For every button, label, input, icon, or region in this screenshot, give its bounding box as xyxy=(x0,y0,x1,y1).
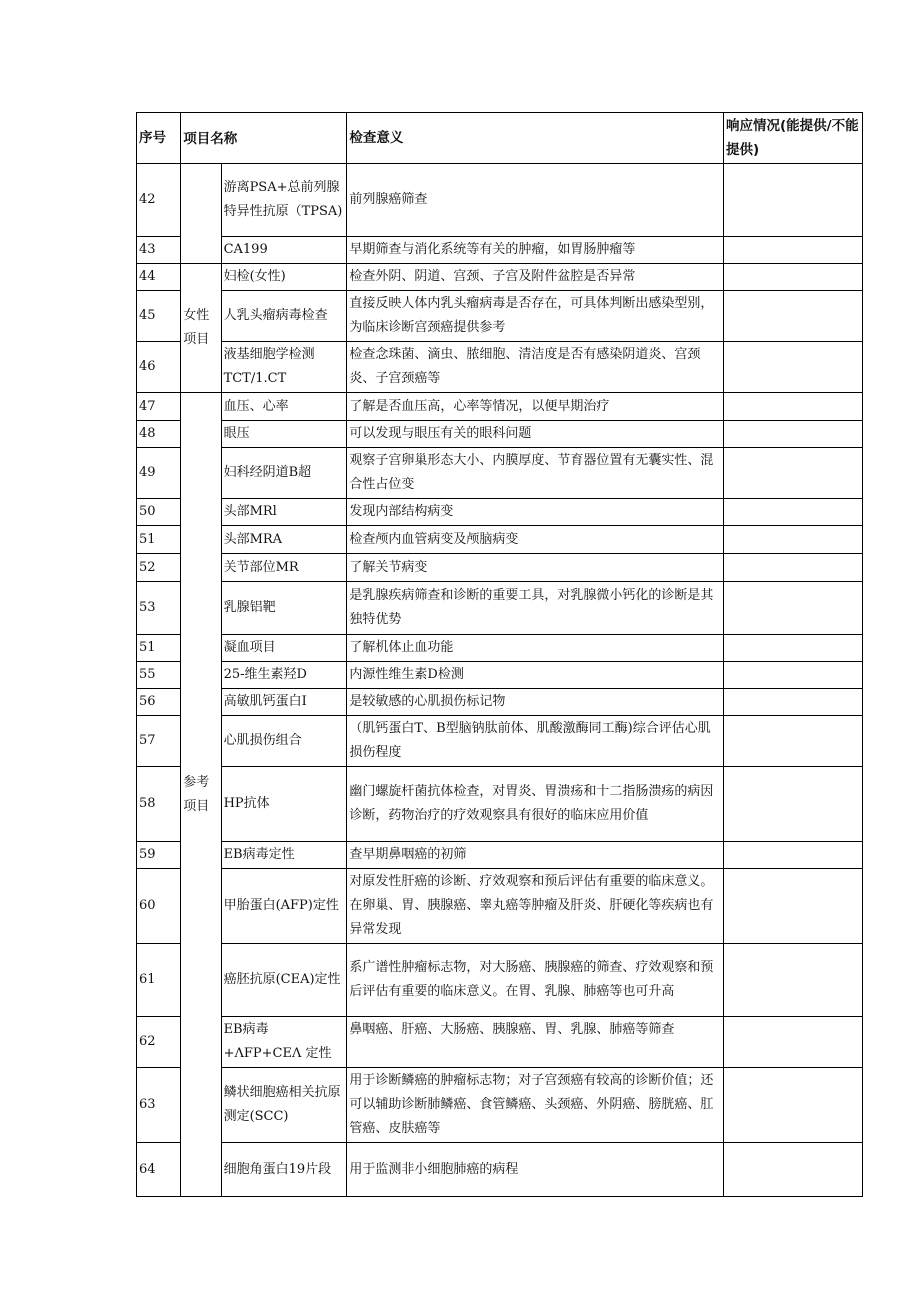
item-name: 乳腺铝靶 xyxy=(221,582,347,635)
row-number: 58 xyxy=(137,767,181,842)
item-name: 头部MRA xyxy=(221,526,347,554)
response-cell[interactable] xyxy=(724,499,863,526)
table-row xyxy=(137,842,863,869)
item-meaning: 内源性维生素D检测 xyxy=(347,662,724,689)
item-meaning: 可以发现与眼压有关的眼科问题 xyxy=(347,421,724,448)
response-cell[interactable] xyxy=(724,448,863,499)
table-row xyxy=(137,689,863,716)
table-row xyxy=(137,554,863,582)
response-cell[interactable] xyxy=(724,767,863,842)
response-cell[interactable] xyxy=(724,635,863,662)
item-meaning: 系广谱性肿瘤标志物，对大肠癌、胰腺癌的筛查、疗效观察和预后评估有重要的临床意义。在胃、乳腺、肺癌等也可升高 xyxy=(347,944,724,1017)
item-name: 眼压 xyxy=(221,421,347,448)
item-meaning: 是乳腺疾病筛查和诊断的重要工具，对乳腺微小钙化的诊断是其独特优势 xyxy=(347,582,724,635)
item-meaning: 用于诊断鳞癌的肿瘤标志物；对子宫颈癌有较高的诊断价值；还可以辅助诊断肺鳞癌、食管鳞癌、头颈癌、外阴癌、膀胱癌、肛管癌、皮肤癌等 xyxy=(347,1068,724,1143)
response-cell[interactable] xyxy=(724,582,863,635)
row-number: 52 xyxy=(137,554,181,582)
table-row xyxy=(137,421,863,448)
row-number: 61 xyxy=(137,944,181,1017)
table-row xyxy=(137,164,863,237)
row-number: 64 xyxy=(137,1143,181,1197)
row-number: 50 xyxy=(137,499,181,526)
response-cell[interactable] xyxy=(724,842,863,869)
row-number: 43 xyxy=(137,237,181,264)
item-meaning: （肌钙蛋白T、B型脑钠肽前体、肌酸激酶同工酶)综合评估心肌损伤程度 xyxy=(347,716,724,767)
table-row xyxy=(137,499,863,526)
item-meaning: 鼻咽癌、肝癌、大肠癌、胰腺癌、胃、乳腺、肺癌等筛查 xyxy=(347,1017,724,1068)
row-number: 63 xyxy=(137,1068,181,1143)
response-cell[interactable] xyxy=(724,716,863,767)
item-meaning: 了解关节病变 xyxy=(347,554,724,582)
item-meaning: 前列腺癌筛查 xyxy=(347,164,724,237)
table-row xyxy=(137,944,863,1017)
item-meaning: 观察子宫卵巢形态大小、内膜厚度、节育器位置有无囊实性、混合性占位变 xyxy=(347,448,724,499)
item-meaning: 检查颅内血管病变及颅脑病变 xyxy=(347,526,724,554)
item-name: CA199 xyxy=(221,237,347,264)
table-row xyxy=(137,869,863,944)
response-cell[interactable] xyxy=(724,237,863,264)
item-meaning: 幽门螺旋杆菌抗体检查，对胃炎、胃溃疡和十二指肠溃疡的病因诊断，药物治疗的疗效观察具有很好的临床应用价值 xyxy=(347,767,724,842)
row-number: 57 xyxy=(137,716,181,767)
header-response: 响应情况(能提供/不能提供) xyxy=(724,113,863,164)
table-row xyxy=(137,767,863,842)
item-meaning: 查早期鼻咽癌的初筛 xyxy=(347,842,724,869)
row-number: 60 xyxy=(137,869,181,944)
category-female: 女性项目 xyxy=(181,264,221,393)
response-cell[interactable] xyxy=(724,342,863,393)
table-row xyxy=(137,448,863,499)
row-number: 51 xyxy=(137,526,181,554)
item-meaning: 用于监测非小细胞肺癌的病程 xyxy=(347,1143,724,1197)
response-cell[interactable] xyxy=(724,554,863,582)
row-number: 53 xyxy=(137,582,181,635)
table-row xyxy=(137,342,863,393)
row-number: 46 xyxy=(137,342,181,393)
row-number: 55 xyxy=(137,662,181,689)
category-reference: 参考项目 xyxy=(181,393,221,1197)
item-meaning: 了解是否血压高，心率等情况，以便早期治疗 xyxy=(347,393,724,421)
item-meaning: 检查外阴、阴道、宫颈、子宫及附件盆腔是否异常 xyxy=(347,264,724,291)
table-row xyxy=(137,1017,863,1068)
item-name: 头部MRl xyxy=(221,499,347,526)
row-number: 56 xyxy=(137,689,181,716)
header-serial-number: 序号 xyxy=(137,113,181,164)
table-row xyxy=(137,291,863,342)
response-cell[interactable] xyxy=(724,1017,863,1068)
item-meaning: 早期筛查与消化系统等有关的肿瘤，如胃肠肿瘤等 xyxy=(347,237,724,264)
item-name: 25-维生素羟D xyxy=(221,662,347,689)
item-meaning: 了解机体止血功能 xyxy=(347,635,724,662)
item-name: 血压、心率 xyxy=(221,393,347,421)
response-cell[interactable] xyxy=(724,1068,863,1143)
item-meaning: 发现内部结构病变 xyxy=(347,499,724,526)
table-row xyxy=(137,393,863,421)
item-name: 妇检(女性) xyxy=(221,264,347,291)
item-name: 细胞角蛋白19片段 xyxy=(221,1143,347,1197)
exam-items-table xyxy=(136,112,863,1197)
item-name: 癌胚抗原(CEA)定性 xyxy=(221,944,347,1017)
response-cell[interactable] xyxy=(724,291,863,342)
table-row xyxy=(137,264,863,291)
item-name: EB病毒+ΛFP+CEΛ 定性 xyxy=(221,1017,347,1068)
response-cell[interactable] xyxy=(724,1143,863,1197)
table-row xyxy=(137,662,863,689)
item-name: HP抗体 xyxy=(221,767,347,842)
row-number: 42 xyxy=(137,164,181,237)
response-cell[interactable] xyxy=(724,164,863,237)
item-meaning: 直接反映人体内乳头瘤病毒是否存在，可具体判断出感染型别，为临床诊断宫颈癌提供参考 xyxy=(347,291,724,342)
item-name: 人乳头瘤病毒检查 xyxy=(221,291,347,342)
item-name: 甲胎蛋白(AFP)定性 xyxy=(221,869,347,944)
response-cell[interactable] xyxy=(724,869,863,944)
response-cell[interactable] xyxy=(724,393,863,421)
item-name: EB病毒定性 xyxy=(221,842,347,869)
table-row xyxy=(137,237,863,264)
response-cell[interactable] xyxy=(724,689,863,716)
table-row xyxy=(137,635,863,662)
item-name: 游离PSA+总前列腺特异性抗原（TPSA) xyxy=(221,164,347,237)
row-number: 49 xyxy=(137,448,181,499)
row-number: 45 xyxy=(137,291,181,342)
item-name: 液基细胞学检测TCT/1.CT xyxy=(221,342,347,393)
response-cell[interactable] xyxy=(724,264,863,291)
item-name: 心肌损伤组合 xyxy=(221,716,347,767)
item-name: 妇科经阴道B超 xyxy=(221,448,347,499)
header-exam-meaning: 检查意义 xyxy=(347,113,724,164)
row-number: 48 xyxy=(137,421,181,448)
row-number: 47 xyxy=(137,393,181,421)
response-cell[interactable] xyxy=(724,526,863,554)
row-number: 62 xyxy=(137,1017,181,1068)
category-cell-empty xyxy=(181,164,221,264)
header-item-name: 项目名称 xyxy=(181,113,347,164)
table-header-row xyxy=(137,113,863,164)
response-cell[interactable] xyxy=(724,662,863,689)
item-meaning: 对原发性肝癌的诊断、疗效观察和预后评估有重要的临床意义。在卵巢、胃、胰腺癌、睾丸癌等肿瘤及肝炎、肝硬化等疾病也有异常发现 xyxy=(347,869,724,944)
table-row xyxy=(137,582,863,635)
table-row xyxy=(137,1068,863,1143)
table-row xyxy=(137,1143,863,1197)
table-row xyxy=(137,526,863,554)
item-meaning: 是较敏感的心肌损伤标记物 xyxy=(347,689,724,716)
row-number: 51 xyxy=(137,635,181,662)
item-name: 高敏肌钙蛋白I xyxy=(221,689,347,716)
item-name: 鳞状细胞癌相关抗原测定(SCC) xyxy=(221,1068,347,1143)
row-number: 59 xyxy=(137,842,181,869)
item-meaning: 检查念珠菌、滴虫、脓细胞、清洁度是否有感染阴道炎、宫颈炎、子宫颈癌等 xyxy=(347,342,724,393)
response-cell[interactable] xyxy=(724,421,863,448)
item-name: 凝血项目 xyxy=(221,635,347,662)
table-row xyxy=(137,716,863,767)
row-number: 44 xyxy=(137,264,181,291)
item-name: 关节部位MR xyxy=(221,554,347,582)
response-cell[interactable] xyxy=(724,944,863,1017)
